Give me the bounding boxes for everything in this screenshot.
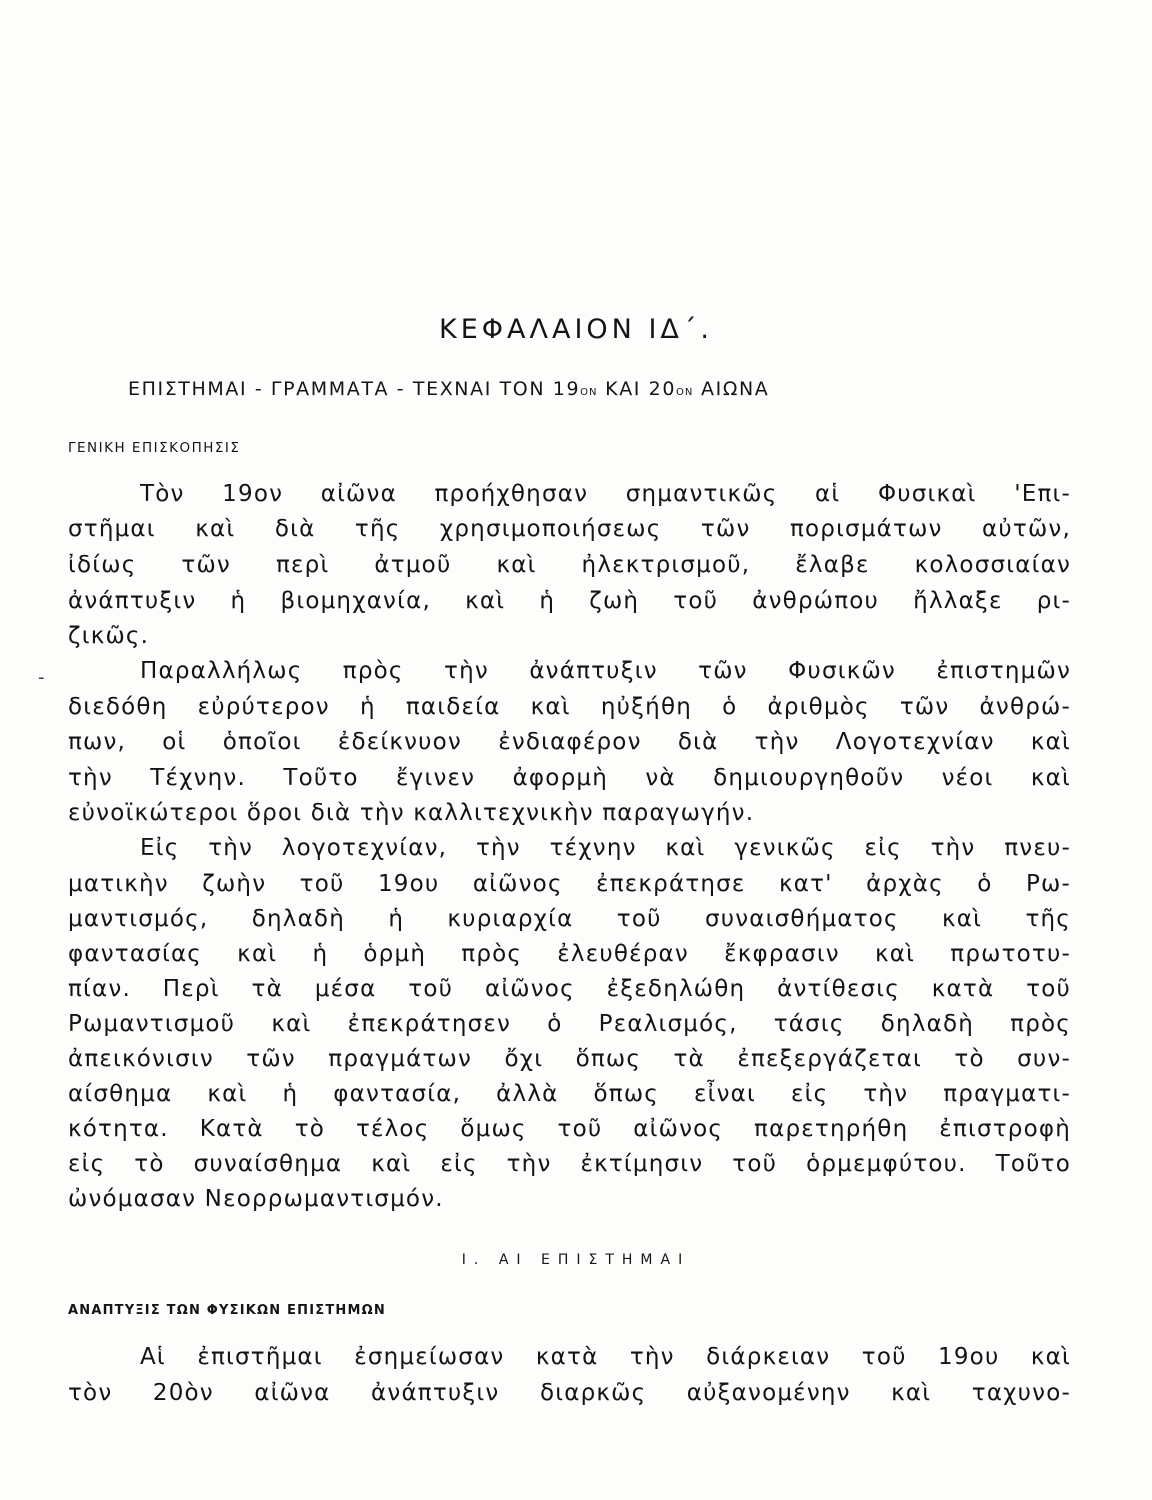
chapter-title: ΚΕΦΑΛΑΙΟΝ ΙΔ΄. bbox=[439, 314, 713, 345]
paragraph-3-line-1: Εἰς τὴν λογοτεχνίαν, τὴν τέχνην καὶ γενικῶς εἰς τὴν πνευ- bbox=[140, 835, 1071, 861]
paragraph-3-line-2: ματικὴν ζωὴν τοῦ 19ου αἰῶνος ἐπεκράτησε κατ' ἀρχὰς ὁ Ρω- bbox=[68, 871, 1071, 897]
paragraph-4-line-2: τὸν 20ὸν αἰῶνα ἀνάπτυξιν διαρκῶς αὐξανομένην καὶ ταχυνο- bbox=[68, 1380, 1071, 1406]
paragraph-3-line-10: εἰς τὸ συναίσθημα καὶ εἰς τὴν ἐκτίμησιν τοῦ ὁρμεμφύτου. Τοῦτο bbox=[68, 1151, 1071, 1177]
paragraph-2-line-2: διεδόθη εὐρύτερον ἡ παιδεία καὶ ηὐξήθη ὁ ἀριθμὸς τῶν ἀνθρώ- bbox=[68, 694, 1071, 720]
section-heading-natural-sciences: ΑΝΑΠΤΥΞΙΣ ΤΩΝ ΦΥΣΙΚΩΝ ΕΠΙΣΤΗΜΩΝ bbox=[68, 1303, 386, 1318]
subtitle-superscript-2: ΟΝ bbox=[676, 387, 694, 398]
paragraph-1-line-5: ζικῶς. bbox=[68, 623, 150, 649]
subtitle-part-1: ΕΠΙΣΤΗΜΑΙ - ΓΡΑΜΜΑΤΑ - ΤΕΧΝΑΙ ΤΟΝ 19 bbox=[128, 378, 581, 400]
chapter-subtitle bbox=[128, 378, 769, 400]
subtitle-superscript-1: ΟΝ bbox=[580, 387, 598, 398]
section-heading-general-overview: ΓΕΝΙΚΗ ΕΠΙΣΚΟΠΗΣΙΣ bbox=[68, 440, 241, 456]
subtitle-part-2: ΚΑΙ 20 bbox=[597, 378, 677, 400]
section-title-sciences: Ι. ΑΙ ΕΠΙΣΤΗΜΑΙ bbox=[461, 1252, 691, 1268]
paragraph-3-line-4: φαντασίας καὶ ἡ ὁρμὴ πρὸς ἐλευθέραν ἔκφρασιν καὶ πρωτοτυ- bbox=[68, 941, 1071, 967]
paragraph-3-line-8: αίσθημα καὶ ἡ φαντασία, ἀλλὰ ὅπως εἶναι εἰς τὴν πραγματι- bbox=[68, 1081, 1071, 1107]
paragraph-3-line-9: κότητα. Κατὰ τὸ τέλος ὅμως τοῦ αἰῶνος παρετηρήθη ἐπιστροφὴ bbox=[68, 1116, 1071, 1142]
paragraph-2-line-1: Παραλλήλως πρὸς τὴν ἀνάπτυξιν τῶν Φυσικῶν ἐπιστημῶν bbox=[140, 658, 1071, 684]
paragraph-3-line-11: ὠνόμασαν Νεορρωμαντισμόν. bbox=[68, 1186, 444, 1212]
paragraph-4-line-1: Αἱ ἐπιστῆμαι ἐσημείωσαν κατὰ τὴν διάρκειαν τοῦ 19ου καὶ bbox=[140, 1344, 1071, 1370]
paragraph-3-line-3: μαντισμός, δηλαδὴ ἡ κυριαρχία τοῦ συναισθήματος καὶ τῆς bbox=[68, 906, 1071, 932]
margin-mark: - bbox=[38, 667, 45, 688]
paragraph-3-line-7: ἀπεικόνισιν τῶν πραγμάτων ὄχι ὅπως τὰ ἐπεξεργάζεται τὸ συν- bbox=[68, 1046, 1071, 1072]
paragraph-3-line-5: πίαν. Περὶ τὰ μέσα τοῦ αἰῶνος ἐξεδηλώθη ἀντίθεσις κατὰ τοῦ bbox=[68, 976, 1071, 1002]
paragraph-2-line-4: τὴν Τέχνην. Τοῦτο ἔγινεν ἀφορμὴ νὰ δημιουργηθοῦν νέοι καὶ bbox=[68, 765, 1071, 791]
subtitle-part-3: ΑΙΩΝΑ bbox=[693, 378, 770, 400]
paragraph-1-line-2: στῆμαι καὶ διὰ τῆς χρησιμοποιήσεως τῶν πορισμάτων αὐτῶν, bbox=[68, 516, 1071, 542]
paragraph-2-line-5: εὐνοϊκώτεροι ὅροι διὰ τὴν καλλιτεχνικὴν παραγωγήν. bbox=[68, 800, 755, 826]
paragraph-3-line-6: Ρωμαντισμοῦ καὶ ἐπεκράτησεν ὁ Ρεαλισμός, τάσις δηλαδὴ πρὸς bbox=[68, 1011, 1071, 1037]
paragraph-1-line-1: Τὸν 19ον αἰῶνα προήχθησαν σημαντικῶς αἱ Φυσικαὶ 'Επι- bbox=[140, 481, 1071, 507]
paragraph-2-line-3: πων, οἱ ὁποῖοι ἐδείκνυον ἐνδιαφέρον διὰ τὴν Λογοτεχνίαν καὶ bbox=[68, 729, 1071, 755]
paragraph-1-line-4: ἀνάπτυξιν ἡ βιομηχανία, καὶ ἡ ζωὴ τοῦ ἀνθρώπου ἤλλαξε ρι- bbox=[68, 588, 1071, 614]
paragraph-1-line-3: ἰδίως τῶν περὶ ἀτμοῦ καὶ ἠλεκτρισμοῦ, ἔλαβε κολοσσιαίαν bbox=[68, 552, 1071, 578]
